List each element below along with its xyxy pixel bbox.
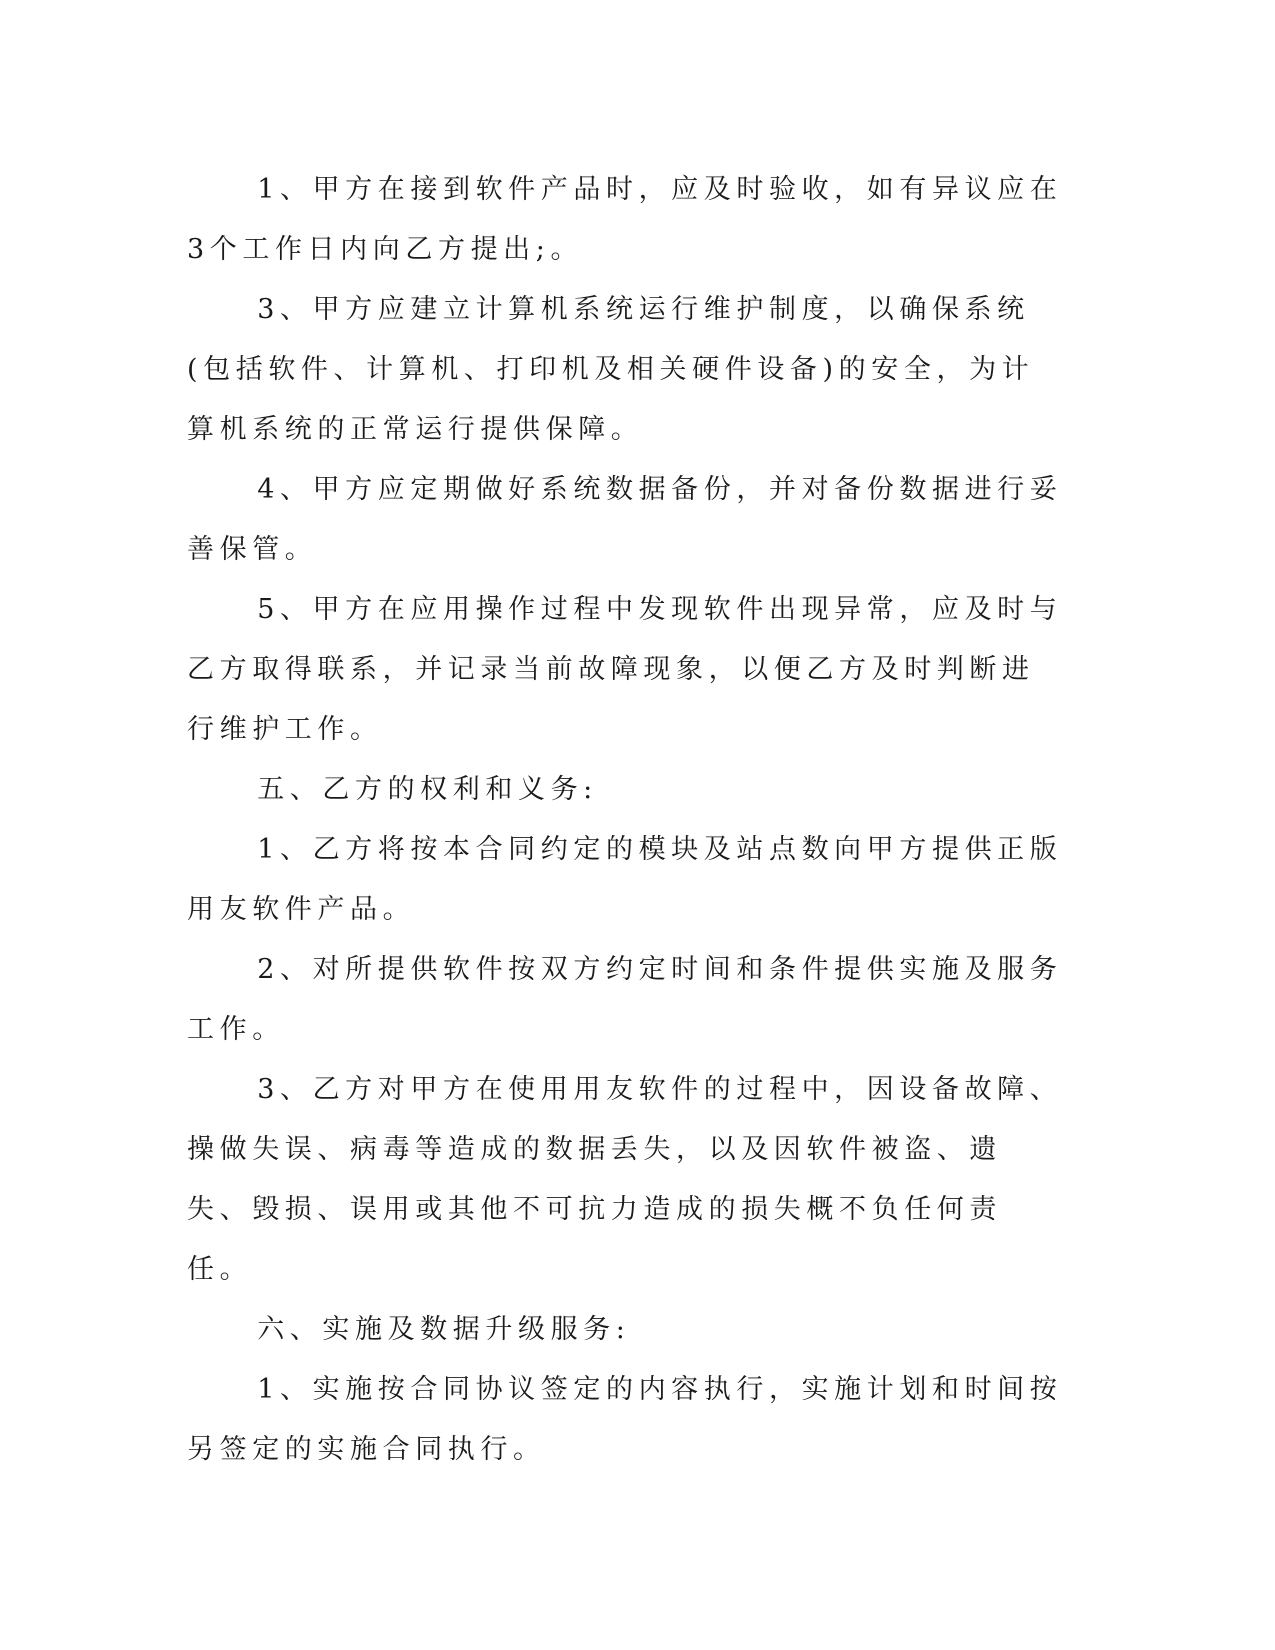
section-heading-implementation: 六、实施及数据升级服务: — [257, 1314, 631, 1345]
paragraph-a-fault-report: 5、甲方在应用操作过程中发现软件出现异常，应及时与乙方取得联系，并记录当前故障现象，以便乙方及时判断进行维护工作。 — [187, 594, 1063, 745]
paragraph-a-acceptance: 1、甲方在接到软件产品时，应及时验收，如有异议应在3个工作日内向乙方提出;。 — [187, 174, 1063, 265]
section-heading-party-b: 五、乙方的权利和义务: — [257, 774, 598, 805]
paragraph-b-provide-software: 1、乙方将按本合同约定的模块及站点数向甲方提供正版用友软件产品。 — [187, 834, 1063, 925]
document-body — [187, 160, 1065, 1480]
paragraph-a-maintenance-system: 3、甲方应建立计算机系统运行维护制度，以确保系统(包括软件、计算机、打印机及相关硬件设备)的安全，为计算机系统的正常运行提供保障。 — [187, 294, 1035, 445]
paragraph-a-data-backup: 4、甲方应定期做好系统数据备份，并对备份数据进行妥善保管。 — [187, 474, 1063, 565]
paragraph-b-liability: 3、乙方对甲方在使用用友软件的过程中，因设备故障、操做失误、病毒等造成的数据丢失，以及因软件被盗、遗失、毁损、误用或其他不可抗力造成的损失概不负任何责任。 — [187, 1074, 1063, 1285]
paragraph-implementation-contract: 1、实施按合同协议签定的内容执行，实施计划和时间按另签定的实施合同执行。 — [187, 1374, 1063, 1465]
paragraph-b-implementation: 2、对所提供软件按双方约定时间和条件提供实施及服务工作。 — [187, 954, 1063, 1045]
